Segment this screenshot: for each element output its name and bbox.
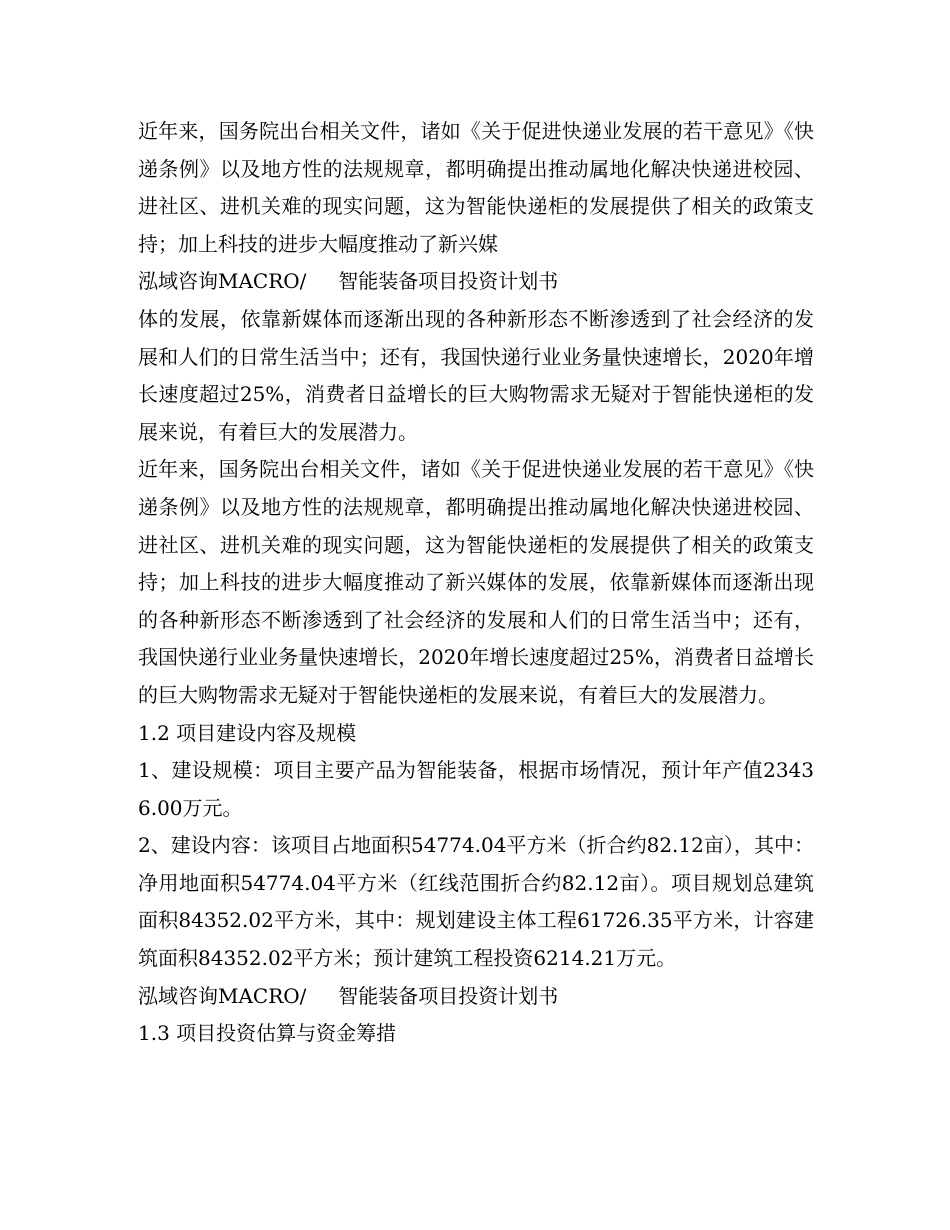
construction-content-item: 2、建设内容：该项目占地面积54774.04平方米（折合约82.12亩），其中：净用地面积54774.04平方米（红线范围折合约82.12亩）。项目规划总建筑面积84352.02平方米，其中：规划建设主体工程61726.35平方米，计容建筑面积84352.02平方米；预计建筑工程投资6214.21万元。 xyxy=(138,833,814,971)
section-heading-1-2: 1.2 项目建设内容及规模 xyxy=(138,720,357,745)
running-header: 泓域咨询MACRO/ 智能装备项目投资计划书 xyxy=(138,983,559,1008)
section-heading-1-3: 1.3 项目投资估算与资金筹措 xyxy=(138,1021,397,1046)
paragraph-policy-repeat: 近年来，国务院出台相关文件，诸如《关于促进快递业发展的若干意见》《快递条例》以及地方性的法规规章，都明确提出推动属地化解决快递进校园、进社区、进机关难的现实问题，这为智能快递柜的发展提供了相关的政策支持；加上科技的进步大幅度推动了新兴媒体的发展，依靠新媒体而逐渐出现的各种新形态不断渗透到了社会经济的发展和人们的日常生活当中；还有，我国快递行业业务量快速增长，2020年增长速度超过25%，消费者日益增长的巨大购物需求无疑对于智能快递柜的发展来说，有着巨大的发展潜力。 xyxy=(138,457,814,707)
construction-scale-item: 1、建设规模：项目主要产品为智能装备，根据市场情况，预计年产值23436.00万元。 xyxy=(138,758,814,820)
running-header: 泓域咨询MACRO/ 智能装备项目投资计划书 xyxy=(138,269,559,294)
paragraph-media-development: 体的发展，依靠新媒体而逐渐出现的各种新形态不断渗透到了社会经济的发展和人们的日常生活当中；还有，我国快递行业业务量快速增长，2020年增长速度超过25%，消费者日益增长的巨大购物需求无疑对于智能快递柜的发展来说，有着巨大的发展潜力。 xyxy=(138,306,814,444)
document-body xyxy=(138,113,814,1053)
paragraph-policy-intro: 近年来，国务院出台相关文件，诸如《关于促进快递业发展的若干意见》《快递条例》以及地方性的法规规章，都明确提出推动属地化解决快递进校园、进社区、进机关难的现实问题，这为智能快递柜的发展提供了相关的政策支持；加上科技的进步大幅度推动了新兴媒 xyxy=(138,119,814,256)
